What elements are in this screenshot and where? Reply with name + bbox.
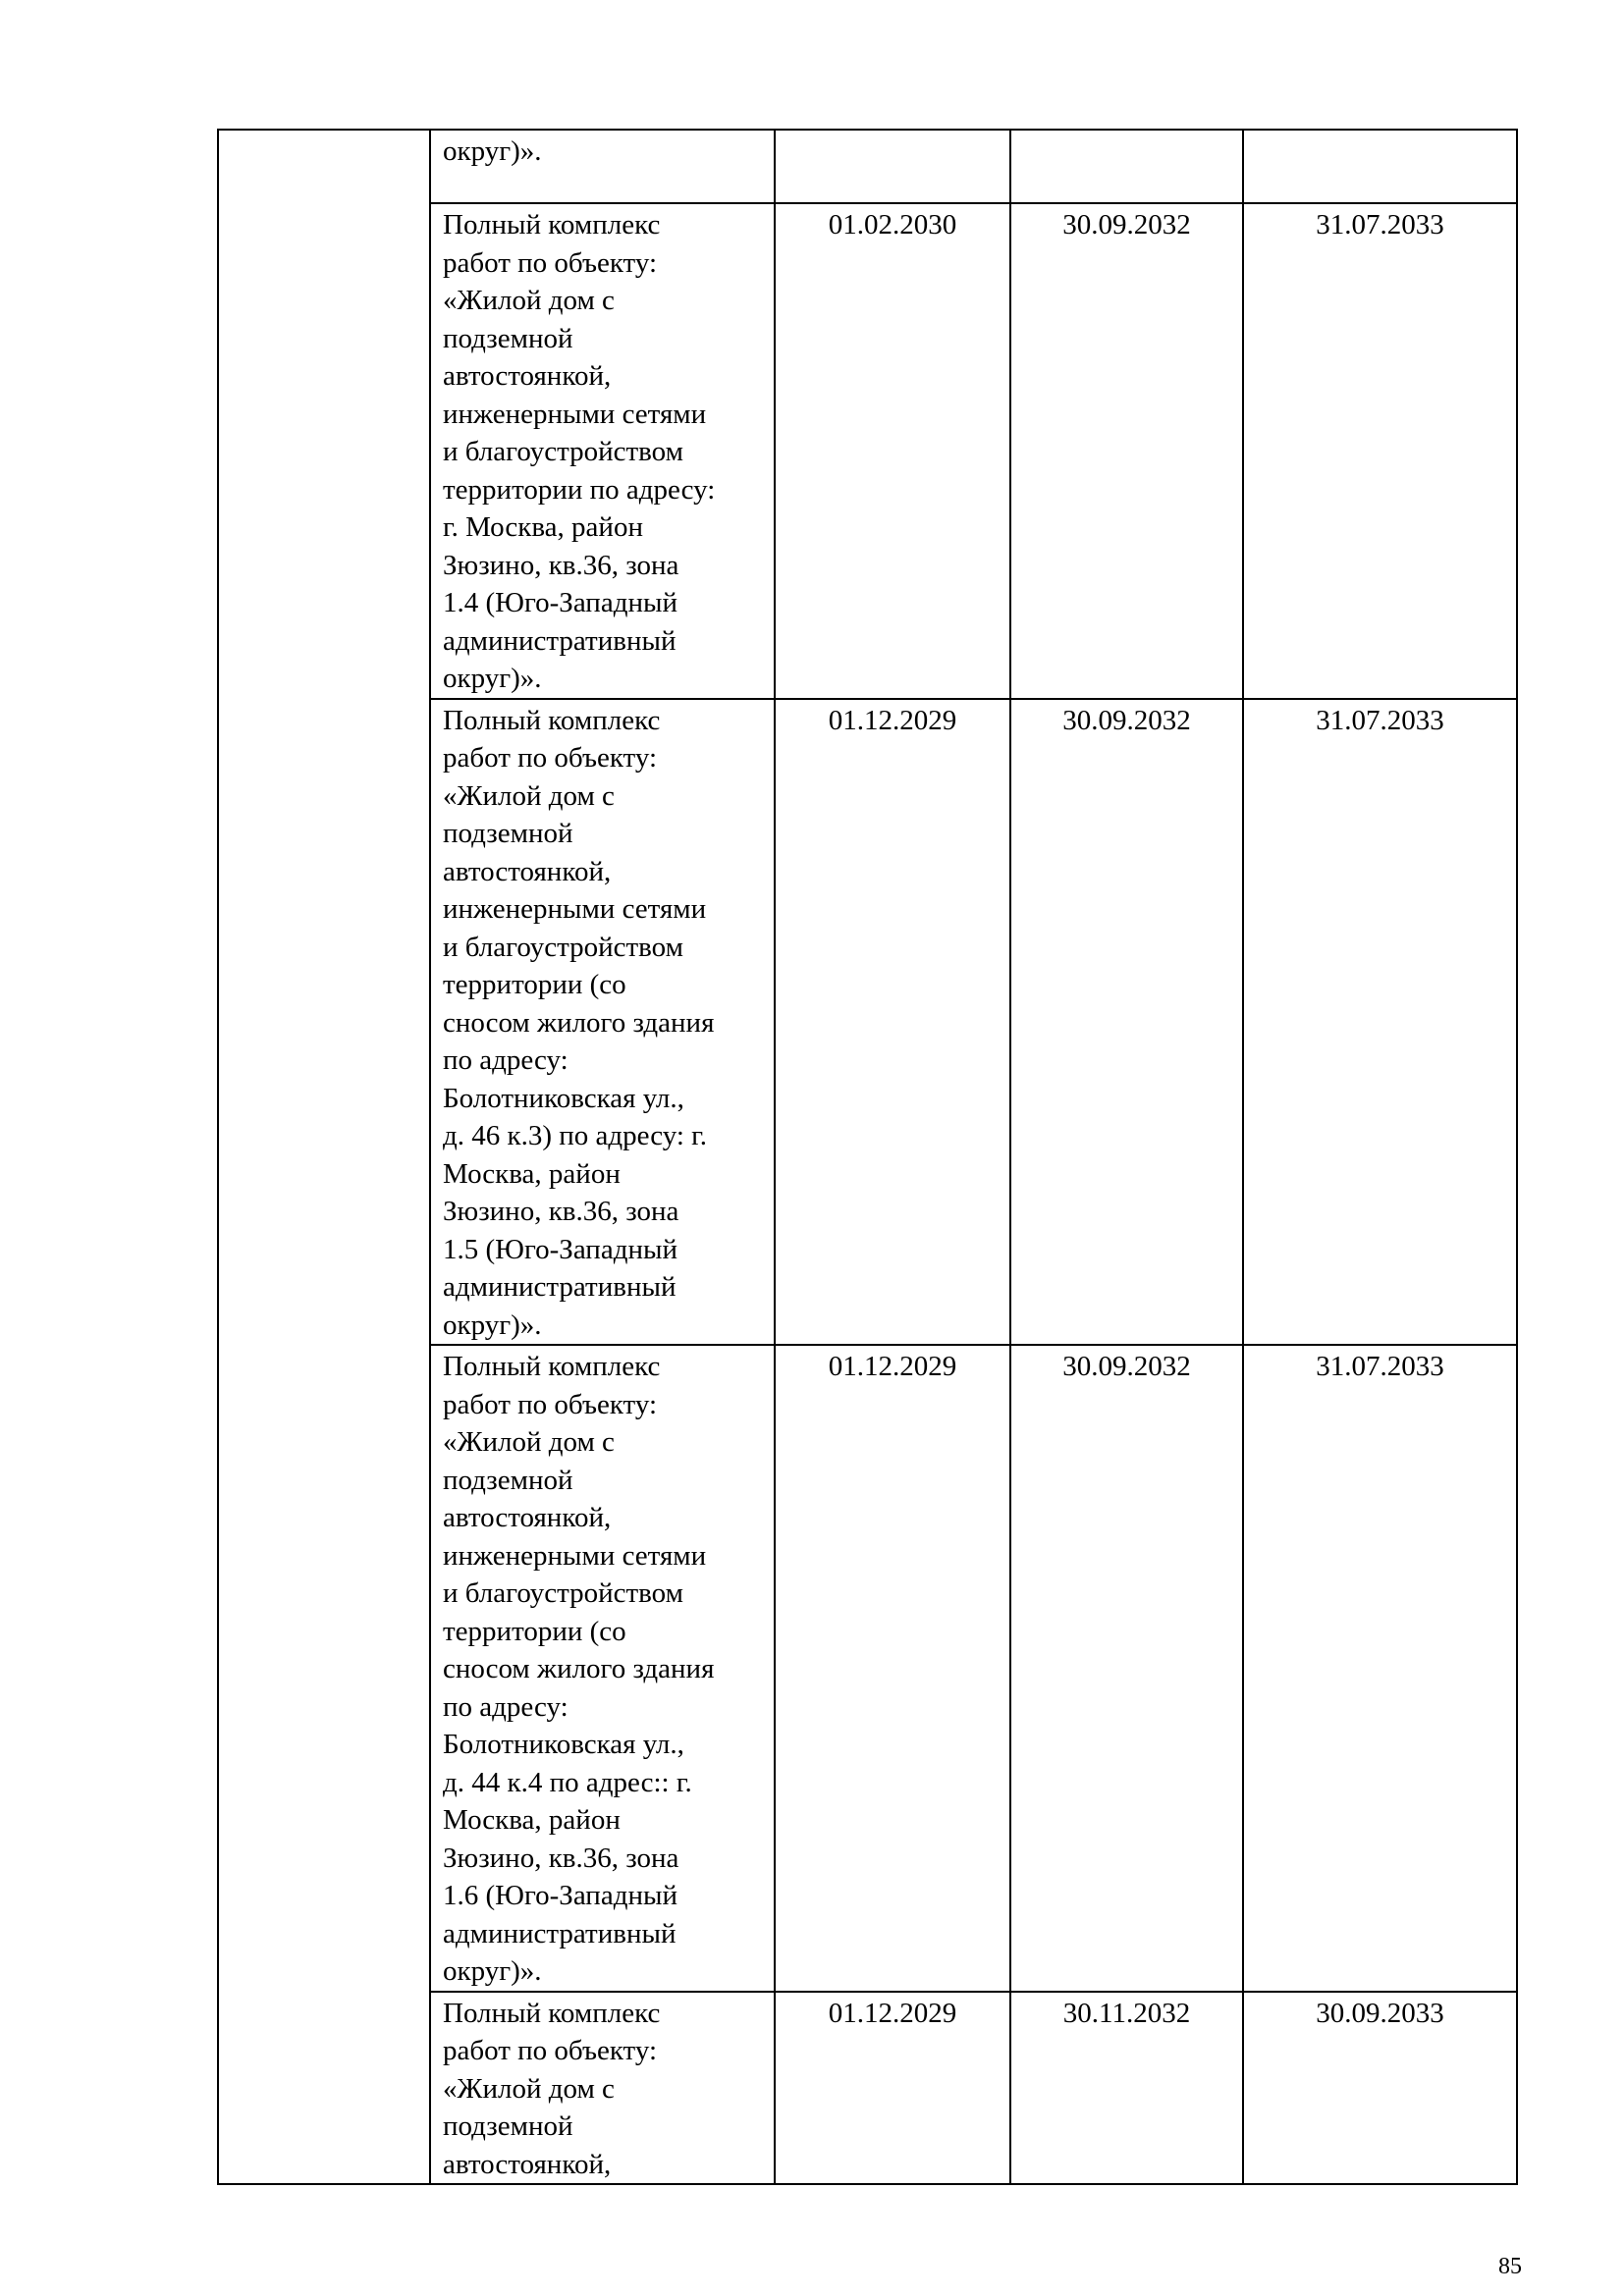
start-date-cell: 01.12.2029: [775, 1345, 1010, 1992]
end-date-cell: 31.07.2033: [1243, 203, 1517, 699]
mid-date-cell: [1010, 130, 1243, 203]
start-date-cell: 01.12.2029: [775, 699, 1010, 1346]
description-cell: Полный комплекс работ по объекту: «Жилой дом с подземной автостоянкой, инженерными сетями и благоустройством территории по адресу: г. Москва, район Зюзино, кв.36, зона 1.4 (Юго-Западный административный округ)».: [430, 203, 775, 699]
mid-date-cell: 30.11.2032: [1010, 1992, 1243, 2185]
description-cell: Полный комплекс работ по объекту: «Жилой дом с подземной автостоянкой, инженерными сетями и благоустройством территории (со сносом жилого здания по адресу: Болотниковская ул., д. 44 к.4 по адрес:: г. Москва, район Зюзино, кв.36, зона 1.6 (Юго-Западный административный округ)».: [430, 1345, 775, 1992]
end-date-cell: 30.09.2033: [1243, 1992, 1517, 2185]
end-date-cell: 31.07.2033: [1243, 699, 1517, 1346]
start-date-cell: [775, 130, 1010, 203]
mid-date-cell: 30.09.2032: [1010, 203, 1243, 699]
description-cell: округ)».: [430, 130, 775, 203]
description-cell: Полный комплекс работ по объекту: «Жилой дом с подземной автостоянкой,: [430, 1992, 775, 2185]
schedule-table: [217, 129, 1518, 2185]
table-row: [218, 130, 1517, 203]
start-date-cell: 01.12.2029: [775, 1992, 1010, 2185]
mid-date-cell: 30.09.2032: [1010, 699, 1243, 1346]
page-number: 85: [1498, 2254, 1522, 2279]
end-date-cell: [1243, 130, 1517, 203]
merged-left-cell: [218, 130, 430, 2184]
description-cell: Полный комплекс работ по объекту: «Жилой дом с подземной автостоянкой, инженерными сетями и благоустройством территории (со сносом жилого здания по адресу: Болотниковская ул., д. 46 к.3) по адресу: г. Москва, район Зюзино, кв.36, зона 1.5 (Юго-Западный административный округ)».: [430, 699, 775, 1346]
start-date-cell: 01.02.2030: [775, 203, 1010, 699]
mid-date-cell: 30.09.2032: [1010, 1345, 1243, 1992]
end-date-cell: 31.07.2033: [1243, 1345, 1517, 1992]
